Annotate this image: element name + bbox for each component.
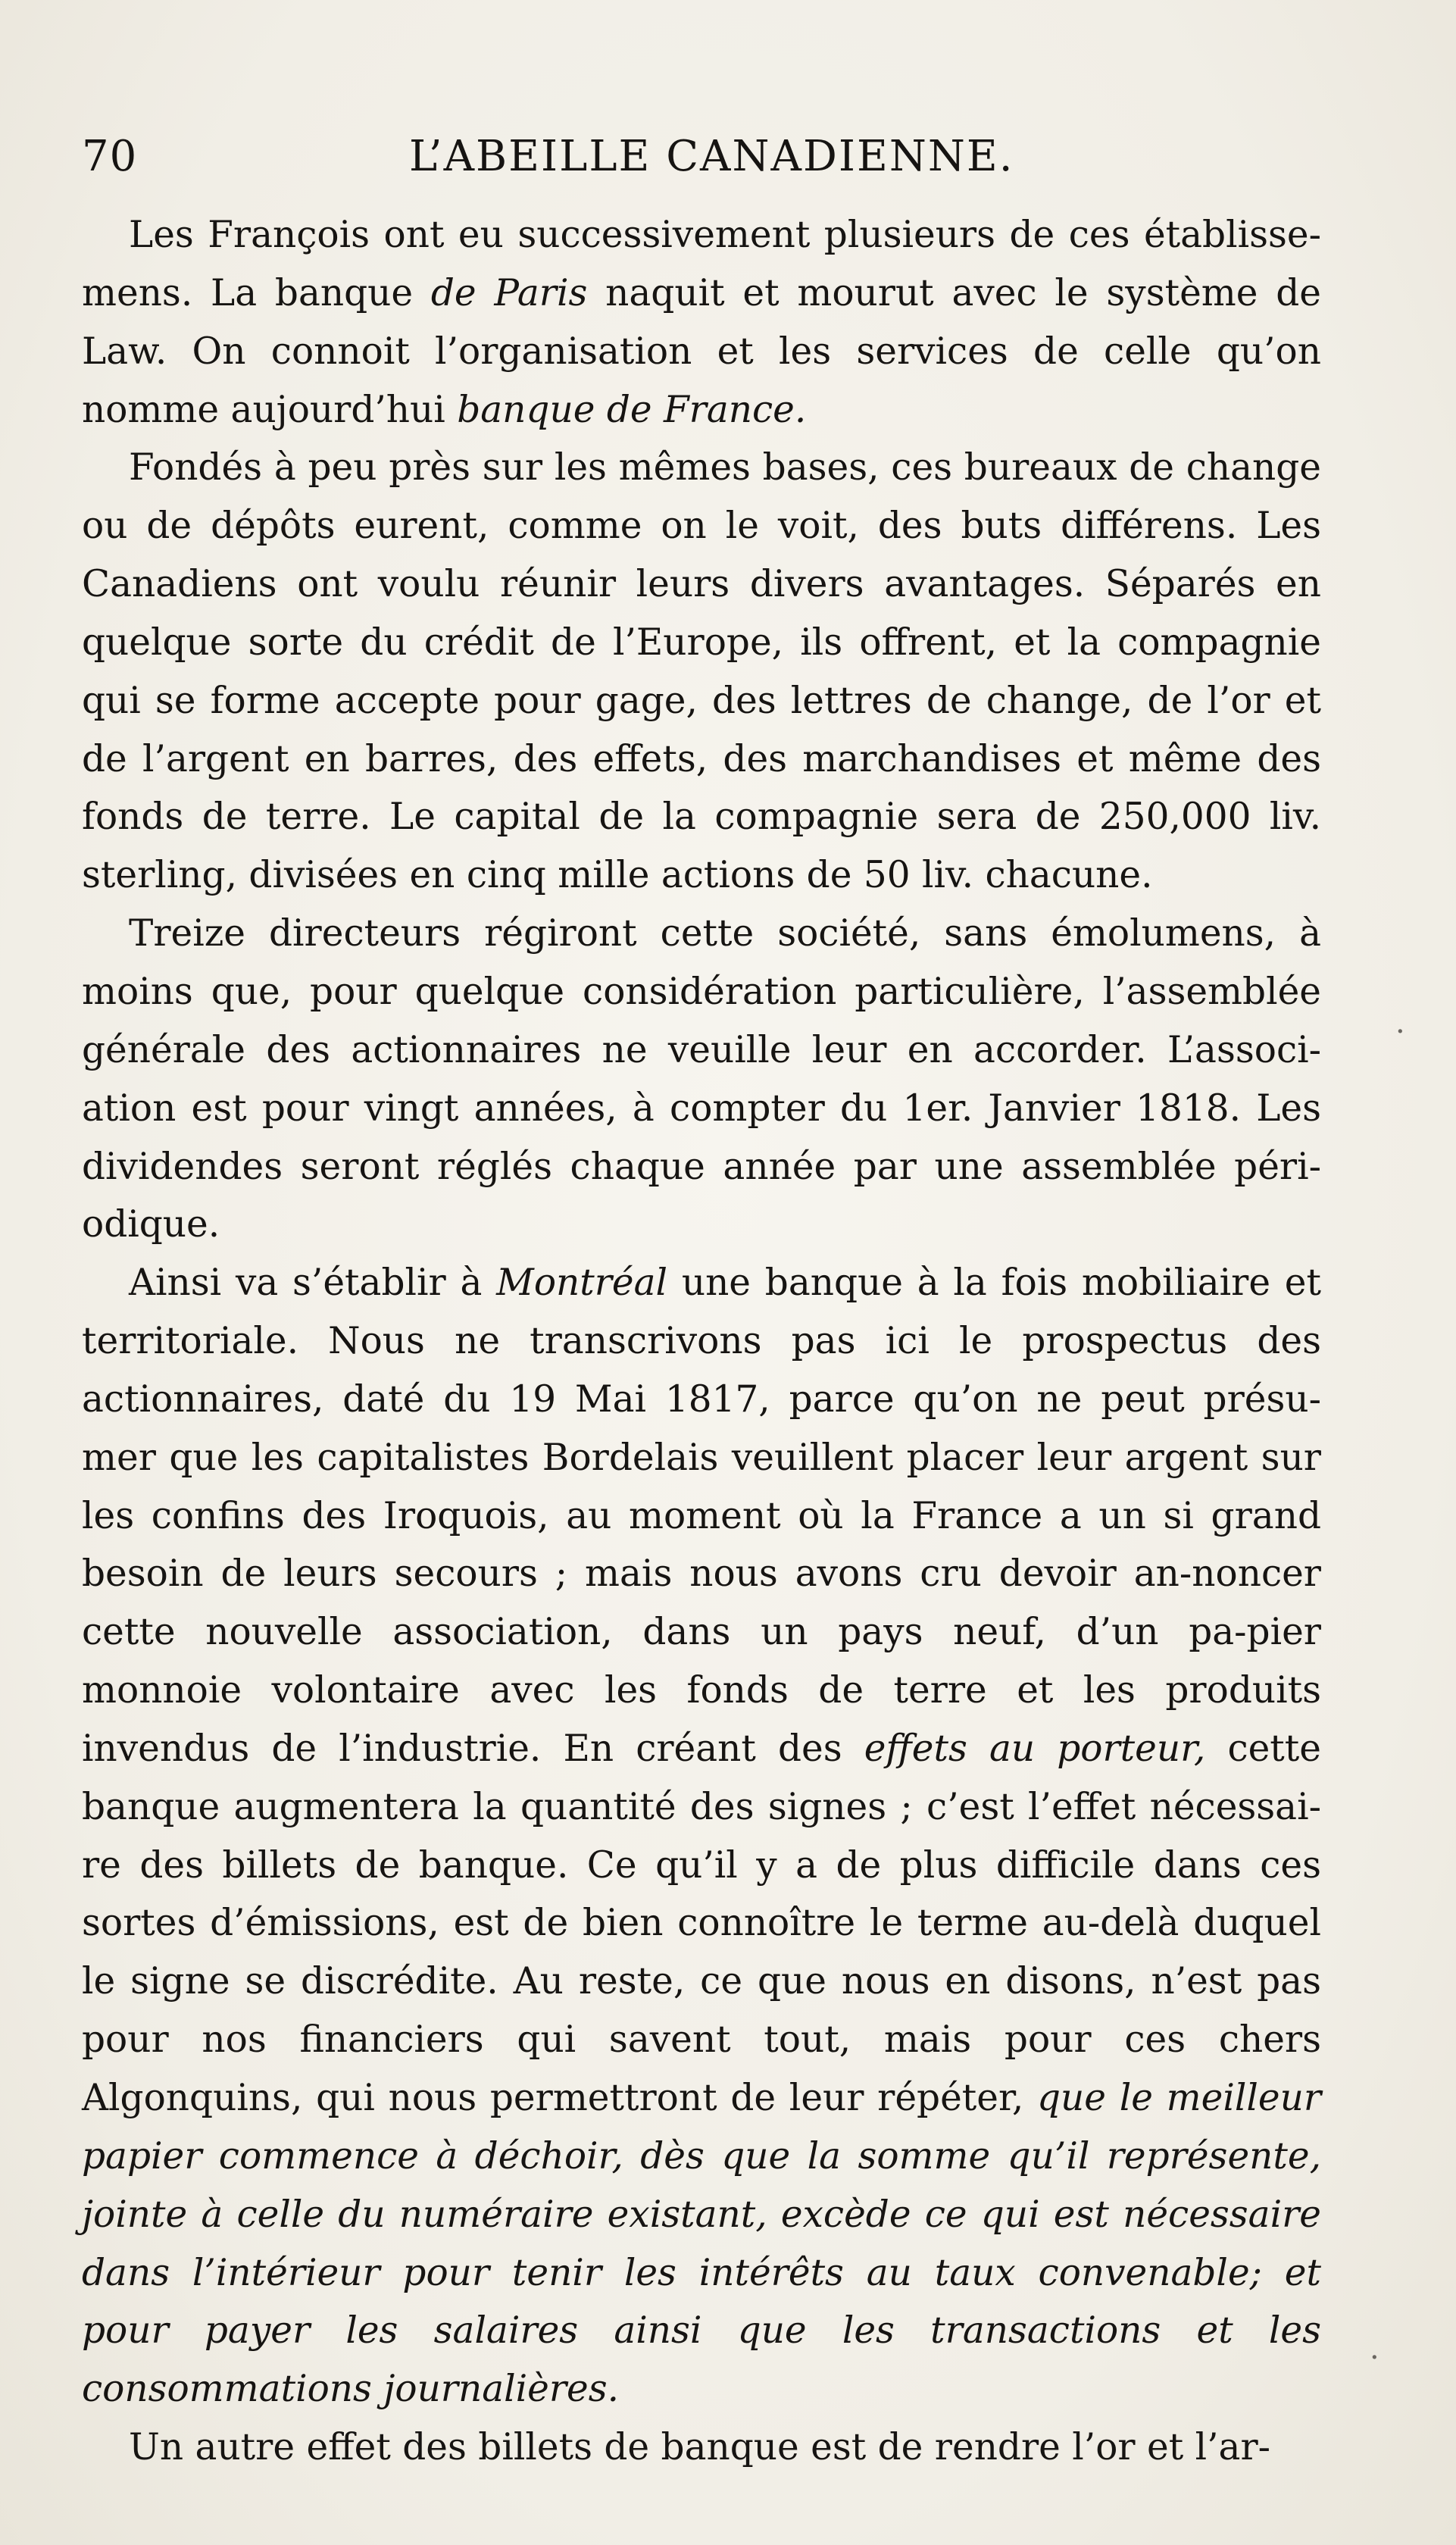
italic-segment: banque de France. — [457, 388, 807, 431]
running-title: L’ABEILLE CANADIENNE. — [409, 132, 1014, 181]
text-segment: Ainsi va s’établir à — [129, 1262, 497, 1305]
body-text — [82, 206, 1321, 2477]
page-number: 70 — [82, 132, 138, 181]
text-segment: naquit et mourut avec le système de Law. On connoit l’organisation et les services de celle qu’on nomme aujourd’hui — [82, 271, 1321, 431]
italic-segment: effets au porteur, — [864, 1727, 1206, 1770]
text-segment: cette banque augmentera la quantité des signes ; c’est l’effet nécessai-re des billets de banque. Ce qu’il y a de plus difficile dans ces sortes d’émissions, est de bien connoître le terme au-delà duquel le signe se discrédite. Au reste, ce que nous en disons, n’est pas pour nos financiers qui savent tout, mais pour ces chers Algonquins, qui nous permettront de leur répéter, — [82, 1727, 1321, 2119]
margin-speck: · — [1370, 2340, 1379, 2375]
text-segment: Treize directeurs régiront cette société, sans émolumens, à moins que, pour quelque considération particulière, l’assemblée générale des actionnaires ne veuille leur en accorder. L’associ-ation est pour vingt années, à compter du 1er. Janvier 1818. Les dividendes seront réglés chaque année par une assemblée péri-odique. — [82, 912, 1321, 1246]
text-segment: une banque à la fois mobiliaire et territoriale. Nous ne transcrivons pas ici le prospectus des actionnaires, daté du 19 Mai 1817, parce qu’on ne peut présu-mer que les capitalistes Bordelais veuillent placer leur argent sur les confins des Iroquois, au moment où la France a un si grand besoin de leurs secours ; mais nous avons cru devoir an-noncer cette nouvelle association, dans un pays neuf, d’un pa-pier monnoie volontaire avec les fonds de terre et les produits invendus de l’industrie. En créant des — [82, 1262, 1321, 1770]
italic-segment: Montréal — [496, 1262, 668, 1305]
text-segment: Fondés à peu près sur les mêmes bases, ces bureaux de change ou de dépôts eurent, comme on le voit, des buts différens. Les Canadiens ont voulu réunir leurs divers avantages. Séparés en quelque sorte du crédit de l’Europe, ils offrent, et la compagnie qui se forme accepte pour gage, des lettres de change, de l’or et de l’argent en barres, des effets, des marchandises et même des fonds de terre. Le capital de la compagnie sera de 250,000 liv. sterling, divisées en cinq mille actions de 50 liv. chacune. — [82, 446, 1321, 897]
margin-speck: · — [1395, 1015, 1405, 1049]
text-segment: Les François ont eu successivement plusieurs de ces établisse-mens. La banque — [82, 214, 1321, 314]
paragraph — [82, 206, 1321, 439]
italic-segment: de Paris — [430, 271, 588, 314]
paragraph — [82, 2418, 1321, 2477]
paragraph — [82, 439, 1321, 905]
text-segment: Un autre effet des billets de banque est de rendre l’or et l’ar- — [129, 2426, 1271, 2469]
paragraph — [82, 905, 1321, 1254]
paragraph — [82, 1254, 1321, 2418]
italic-segment: que le meilleur papier commence à déchoir, dès que la somme qu’il représente, jointe à celle du numéraire existant, excède ce qui est nécessaire dans l’intérieur pour tenir les intérêts au taux convenable; et pour payer les salaires ainsi que les transactions et les consommations journalières. — [82, 2077, 1321, 2411]
running-header — [82, 123, 1324, 191]
